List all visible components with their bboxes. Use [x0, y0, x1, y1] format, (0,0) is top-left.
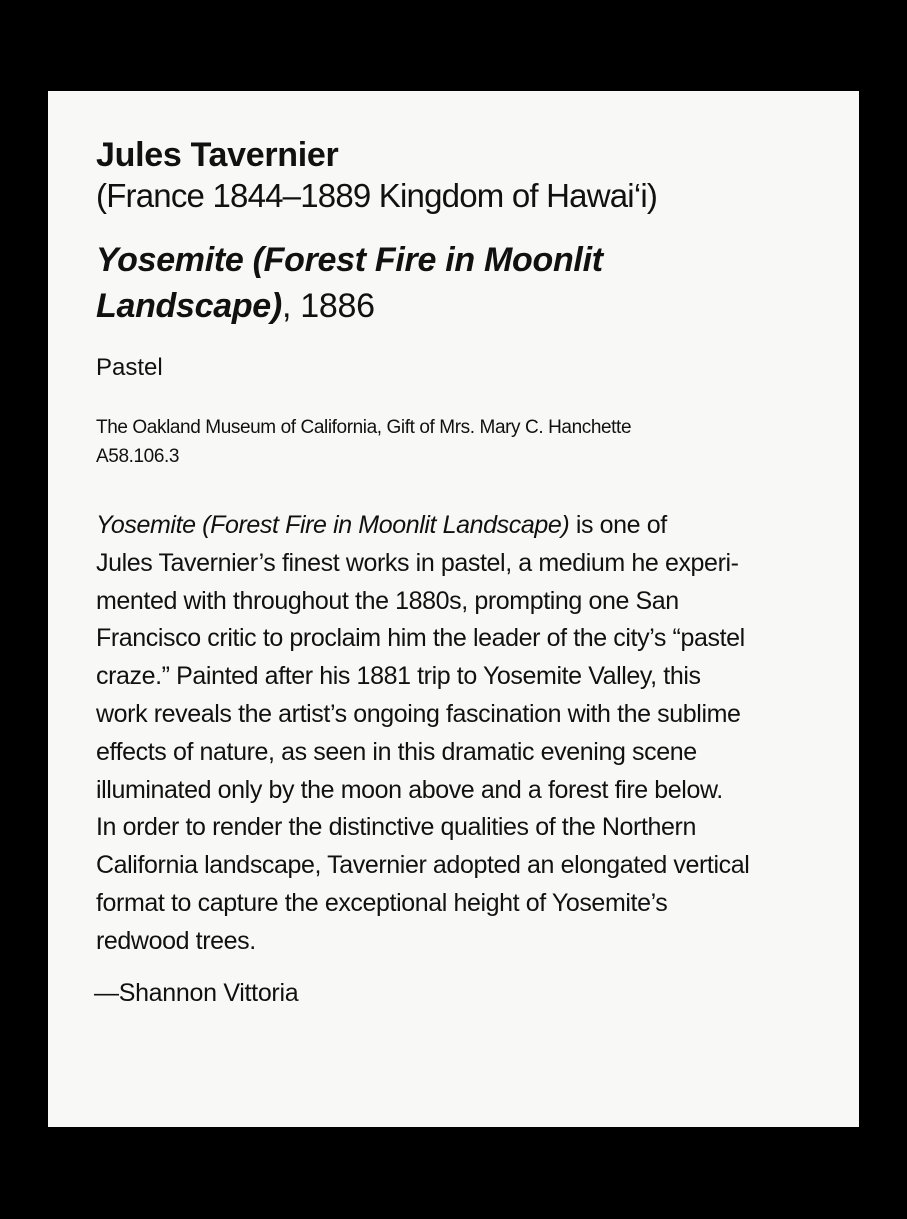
accession-number: A58.106.3	[96, 446, 180, 467]
description-line: effects of nature, as seen in this dramatic evening scene	[96, 737, 697, 766]
description-line: illuminated only by the moon above and a forest fire below.	[96, 775, 723, 804]
description-line: In order to render the distinctive qualities of the Northern	[96, 813, 696, 842]
artist-life-dates: (France 1844–1889 Kingdom of Hawai‘i)	[96, 177, 658, 214]
artwork-title-line-2: Landscape)	[96, 287, 282, 325]
description-text	[96, 507, 811, 961]
description-line: Francisco critic to proclaim him the leader of the city’s “pastel	[96, 624, 745, 653]
description-line: Yosemite (Forest Fire in Moonlit Landscape) is one of	[96, 511, 667, 539]
description-line: mented with throughout the 1880s, prompting one San	[96, 586, 679, 615]
credit-line: The Oakland Museum of California, Gift of Mrs. Mary C. Hanchette	[96, 417, 632, 438]
description-line: work reveals the artist’s ongoing fascination with the sublime	[96, 699, 741, 728]
credit-block	[96, 413, 811, 471]
description-line: California landscape, Tavernier adopted an elongated vertical	[96, 851, 750, 880]
artwork-title	[96, 237, 811, 329]
museum-label-card	[48, 91, 859, 1127]
artwork-date: , 1886	[281, 287, 375, 325]
text-author: —Shannon Vittoria	[94, 978, 299, 1007]
description-line: format to capture the exceptional height of Yosemite’s	[96, 888, 668, 917]
artwork-title-line-1: Yosemite (Forest Fire in Moonlit	[96, 241, 603, 279]
description-line: Jules Tavernier’s finest works in pastel, a medium he experi-	[96, 548, 739, 577]
description-artwork-title: Yosemite (Forest Fire in Moonlit Landscape)	[96, 511, 570, 539]
label-content	[96, 135, 811, 1009]
artwork-medium: Pastel	[96, 354, 163, 381]
description-line: craze.” Painted after his 1881 trip to Yosemite Valley, this	[96, 662, 701, 691]
description-line: redwood trees.	[96, 926, 256, 955]
artist-name: Jules Tavernier	[96, 136, 339, 174]
